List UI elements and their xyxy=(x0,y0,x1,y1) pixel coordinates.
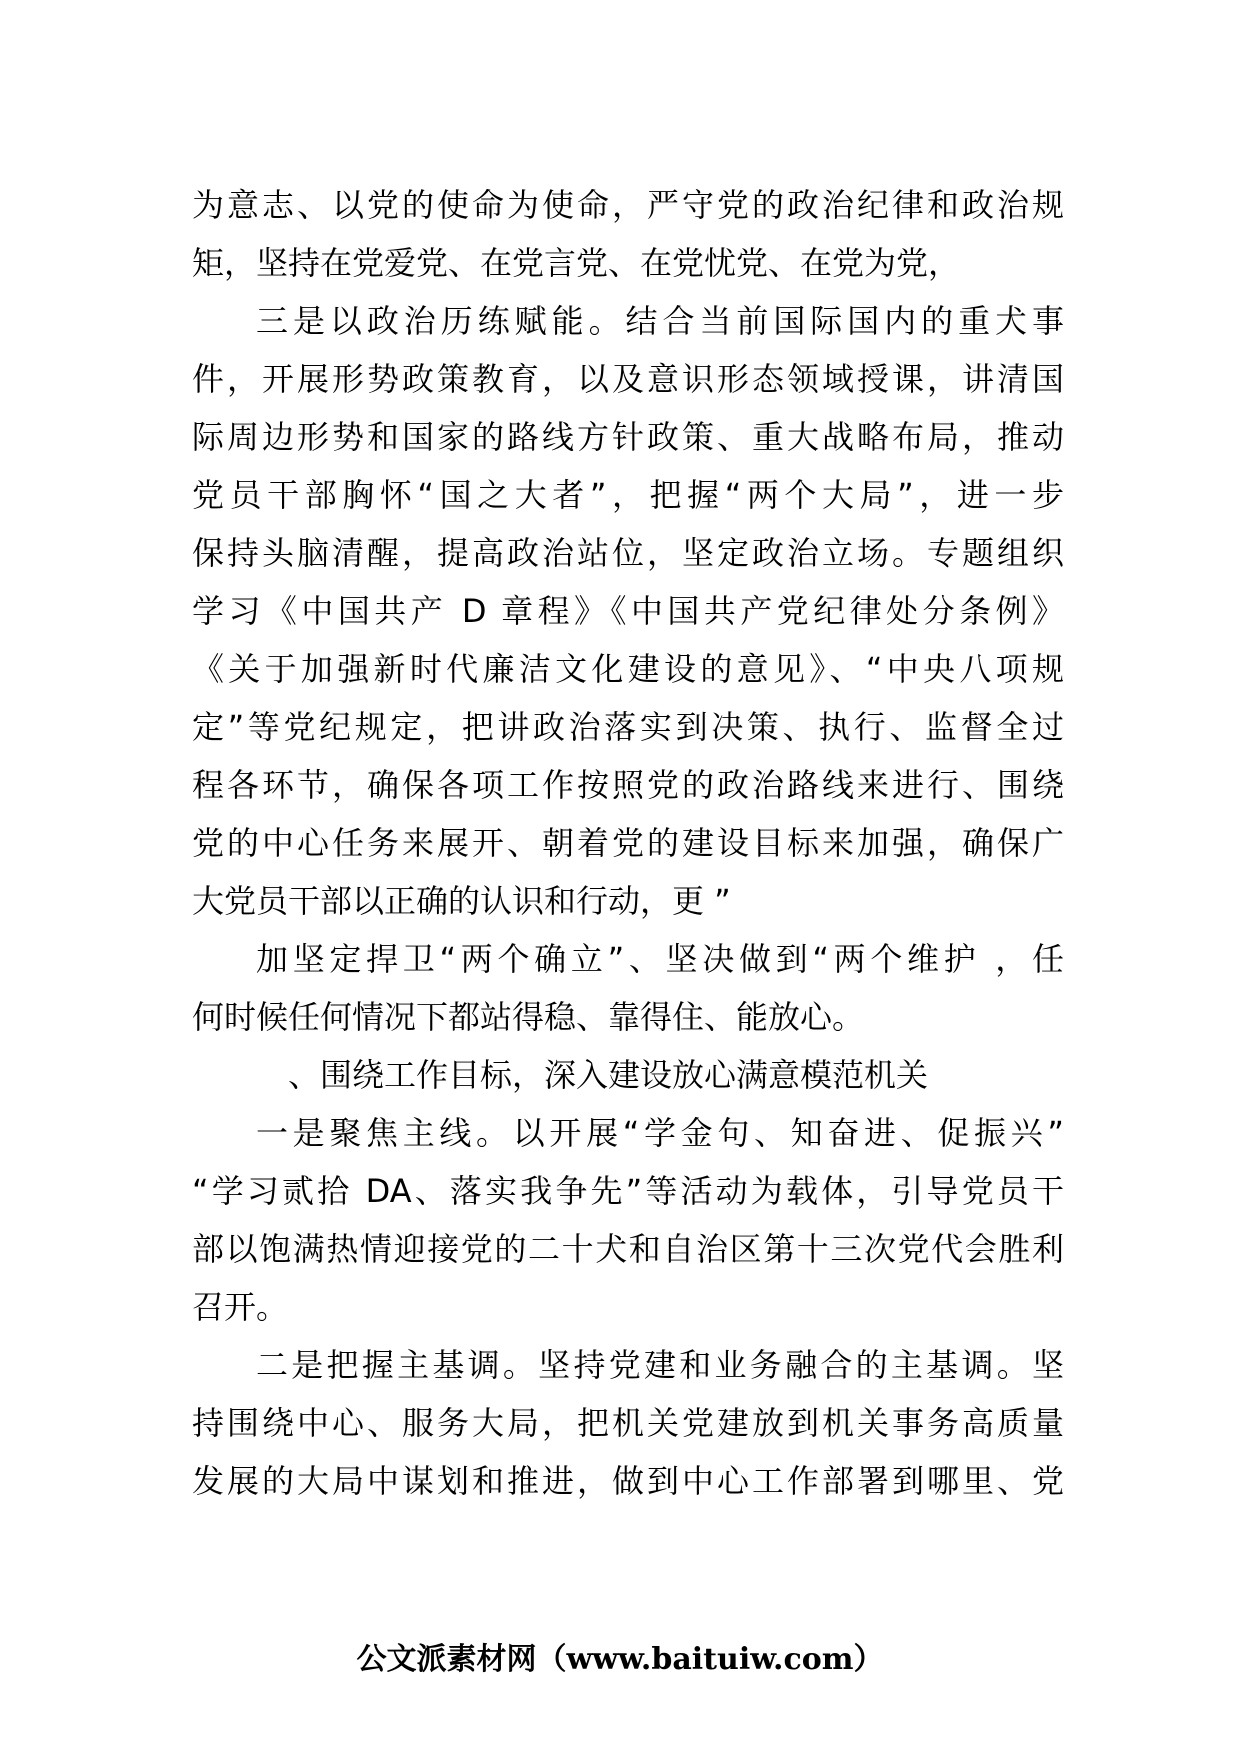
text-line: 党员干部胸怀“国之大者”，把握“两个大局”，进一步 xyxy=(192,476,1064,514)
text-line: 定”等党纪规定，把讲政治落实到决策、执行、监督全过 xyxy=(192,708,1064,746)
text-line: 发展的大局中谋划和推进，做到中心工作部署到哪里、党 xyxy=(192,1462,1064,1500)
text-line: 何时候任何情况下都站得稳、靠得住、能放心。 xyxy=(192,998,865,1036)
text-line: 际周边形势和国家的路线方针政策、重大战略布局，推动 xyxy=(192,418,1064,456)
text-line: 程各环节，确保各项工作按照党的政治路线来进行、围绕 xyxy=(192,766,1064,804)
text-line: 学习《中国共产 D 章程》《中国共产党纪律处分条例》 xyxy=(192,592,1064,630)
paragraph-start: 一是聚焦主线。以开展“学金句、知奋进、促振兴” xyxy=(256,1114,1064,1152)
section-heading: 、围绕工作目标，深入建设放心满意模范机关 xyxy=(288,1056,929,1094)
text-line: 持围绕中心、服务大局，把机关党建放到机关事务高质量 xyxy=(192,1404,1064,1442)
paragraph-start: 三是以政治历练赋能。结合当前国际国内的重犬事 xyxy=(256,302,1064,340)
text-line: 为意志、以党的使命为使命，严守党的政治纪律和政治规 xyxy=(192,186,1064,224)
page-footer: 公文派素材网（www.baituiw.com） xyxy=(356,1642,884,1677)
text-line: “学习贰拾 DA、落实我争先”等活动为载体，引导党员干 xyxy=(192,1172,1064,1210)
text-line: 召开。 xyxy=(192,1288,289,1326)
document-body xyxy=(192,176,1064,1510)
paragraph-start: 二是把握主基调。坚持党建和业务融合的主基调。坚 xyxy=(256,1346,1064,1384)
text-line: 大党员干部以正确的认识和行动，更 ” xyxy=(192,882,731,920)
text-line: 《关于加强新时代廉洁文化建设的意见》、“中央八项规 xyxy=(192,650,1064,688)
text-line: 保持头脑清醒，提高政治站位，坚定政治立场。专题组织 xyxy=(192,534,1064,572)
text-line: 部以饱满热情迎接党的二十犬和自治区第十三次党代会胜利 xyxy=(192,1230,1064,1268)
text-line: 矩，坚持在党爱党、在党言党、在党忧党、在党为党， xyxy=(192,244,961,282)
text-line: 件，开展形势政策教育，以及意识形态领域授课，讲清国 xyxy=(192,360,1064,398)
text-line: 党的中心任务来展开、朝着党的建设目标来加强，确保广 xyxy=(192,824,1064,862)
paragraph-start: 加坚定捍卫“两个确立”、坚决做到“两个维护 ，任 xyxy=(256,940,1064,978)
